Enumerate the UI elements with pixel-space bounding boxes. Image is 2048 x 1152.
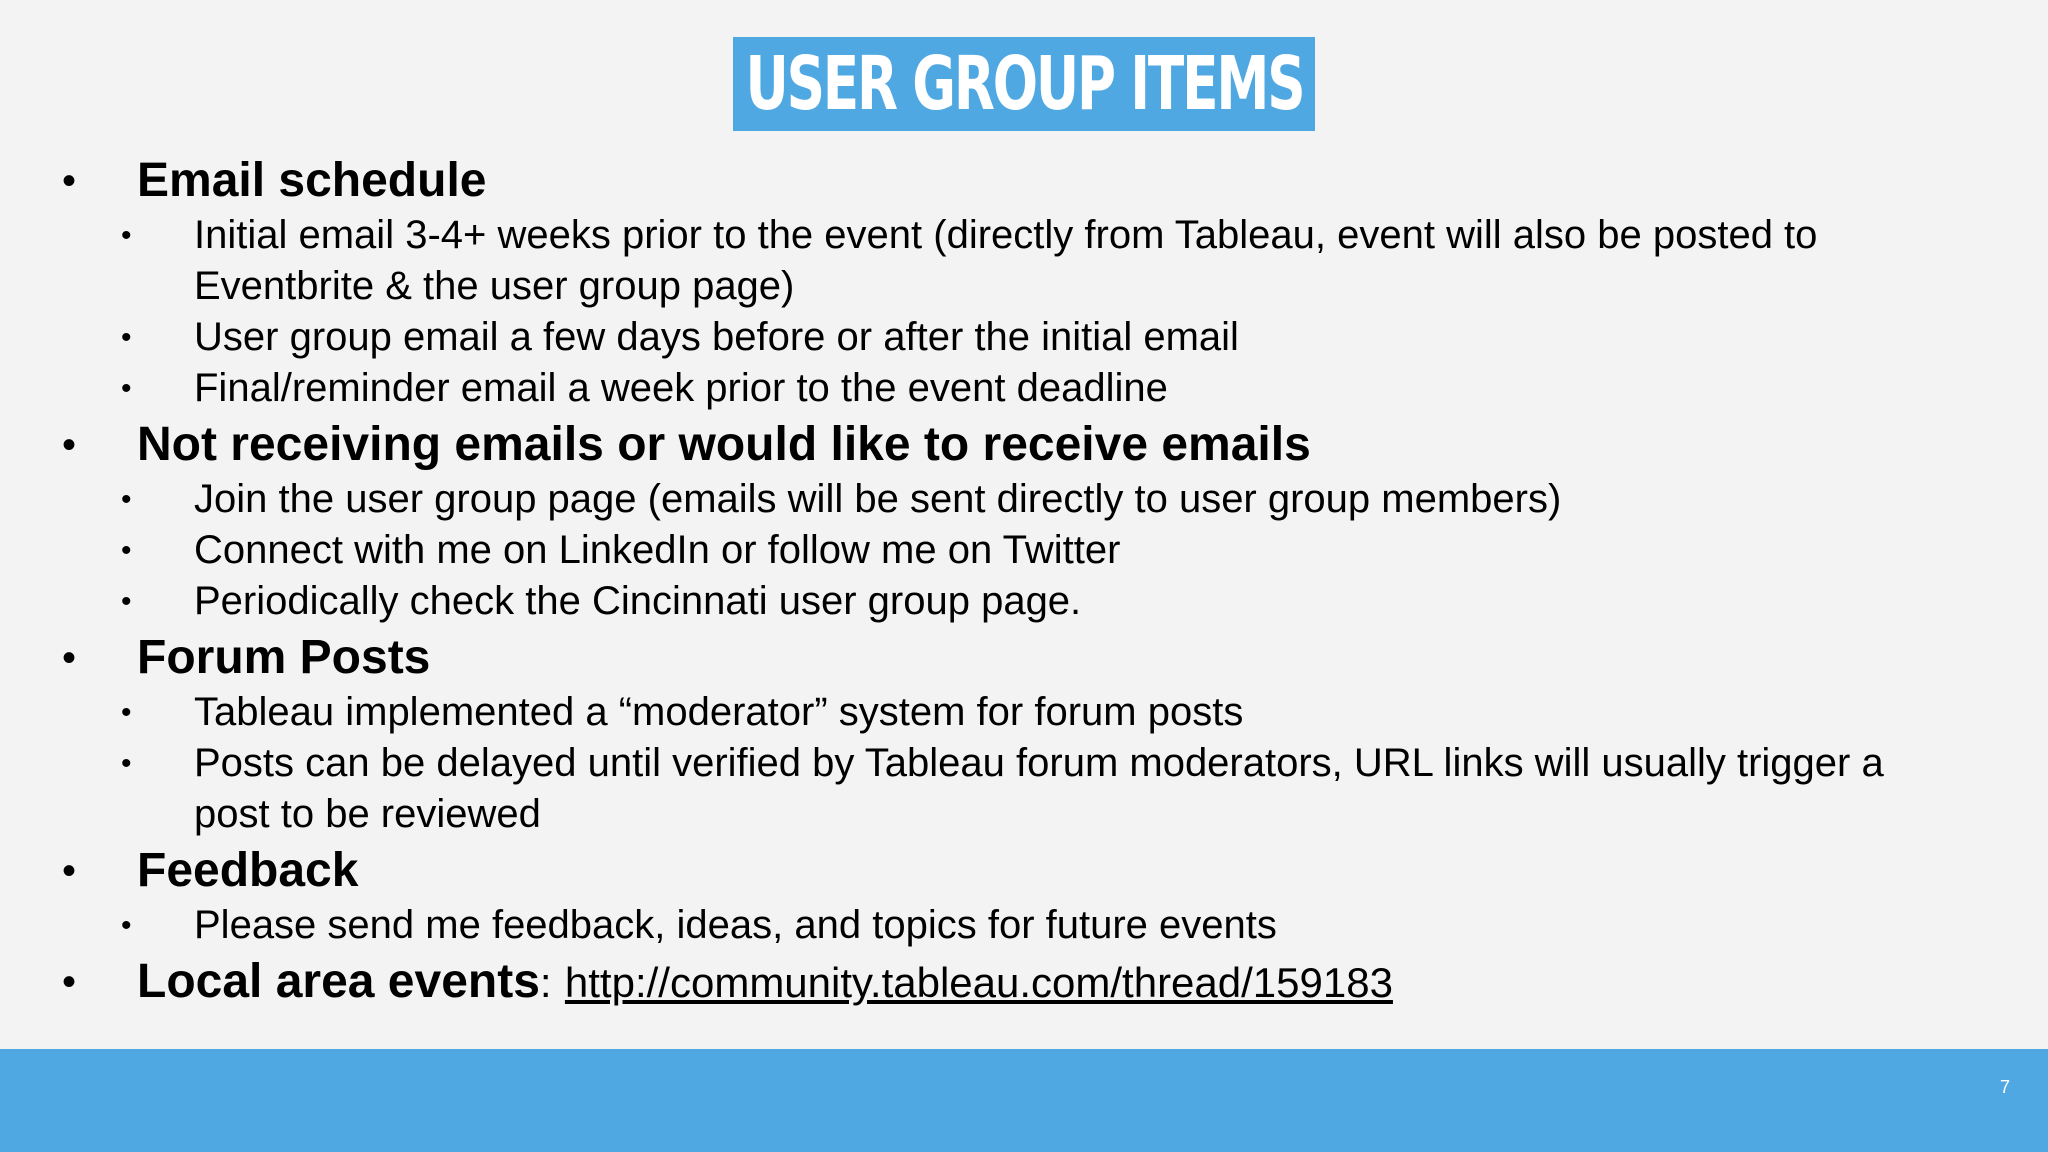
bullet: •: [121, 534, 132, 567]
community-thread-link[interactable]: http://community.tableau.com/thread/159183: [564, 959, 1393, 1006]
list-item: [0, 474, 1934, 525]
bullet: •: [62, 423, 77, 467]
section-heading-text: Local area events: [137, 955, 540, 1008]
bullet: •: [121, 747, 132, 780]
bullet: •: [62, 159, 77, 203]
list-item: [0, 312, 1934, 363]
list-item-text: Final/reminder email a week prior to the event deadline: [194, 366, 1168, 410]
section-heading-email-schedule: [0, 152, 2048, 210]
list-item: [0, 363, 1934, 414]
list-item-text: User group email a few days before or after the initial email: [194, 315, 1239, 359]
title-banner: [733, 37, 1315, 131]
list-item: [0, 576, 1934, 627]
list-item: [0, 738, 1934, 840]
section-heading-feedback: [0, 842, 2048, 900]
section-heading-receive-emails: [0, 416, 2048, 474]
list-item-text: Tableau implemented a “moderator” system for forum posts: [194, 690, 1244, 734]
bullet: •: [121, 483, 132, 516]
list-item: [0, 210, 1934, 312]
list-item-text: Connect with me on LinkedIn or follow me on Twitter: [194, 528, 1121, 572]
bullet: •: [121, 372, 132, 405]
page-number: 7: [1999, 1077, 2010, 1097]
section-heading-text: Feedback: [137, 844, 359, 897]
list-item-text: Periodically check the Cincinnati user group page.: [194, 579, 1082, 623]
list-item-text: Please send me feedback, ideas, and topics for future events: [194, 903, 1277, 947]
bullet: •: [121, 219, 132, 252]
bullet: •: [62, 636, 77, 680]
list-item: [0, 525, 1934, 576]
list-item-text: Join the user group page (emails will be sent directly to user group members): [194, 477, 1562, 521]
section-heading-local-events: [0, 953, 2048, 1012]
section-heading-forum-posts: [0, 629, 2048, 687]
section-heading-text: Email schedule: [137, 154, 487, 207]
bullet: •: [121, 909, 132, 942]
bullet: •: [62, 960, 77, 1004]
separator: :: [539, 959, 552, 1006]
list-item: [0, 900, 1934, 951]
bullet: •: [121, 321, 132, 354]
section-heading-text: Forum Posts: [137, 631, 431, 684]
bullet: •: [121, 585, 132, 618]
bullet: •: [121, 696, 132, 729]
slide-content: [0, 150, 2048, 1012]
bullet: •: [62, 849, 77, 893]
list-item: [0, 687, 1934, 738]
slide-title: USER GROUP ITEMS: [745, 41, 1303, 127]
list-item-text: Initial email 3-4+ weeks prior to the event (directly from Tableau, event will also be posted to Eventbrite & the user group page): [194, 213, 1818, 308]
section-heading-text: Not receiving emails or would like to receive emails: [137, 418, 1311, 471]
list-item-text: Posts can be delayed until verified by Tableau forum moderators, URL links will usually trigger a post to be reviewed: [194, 741, 1884, 836]
footer-bar: [0, 1049, 2048, 1152]
